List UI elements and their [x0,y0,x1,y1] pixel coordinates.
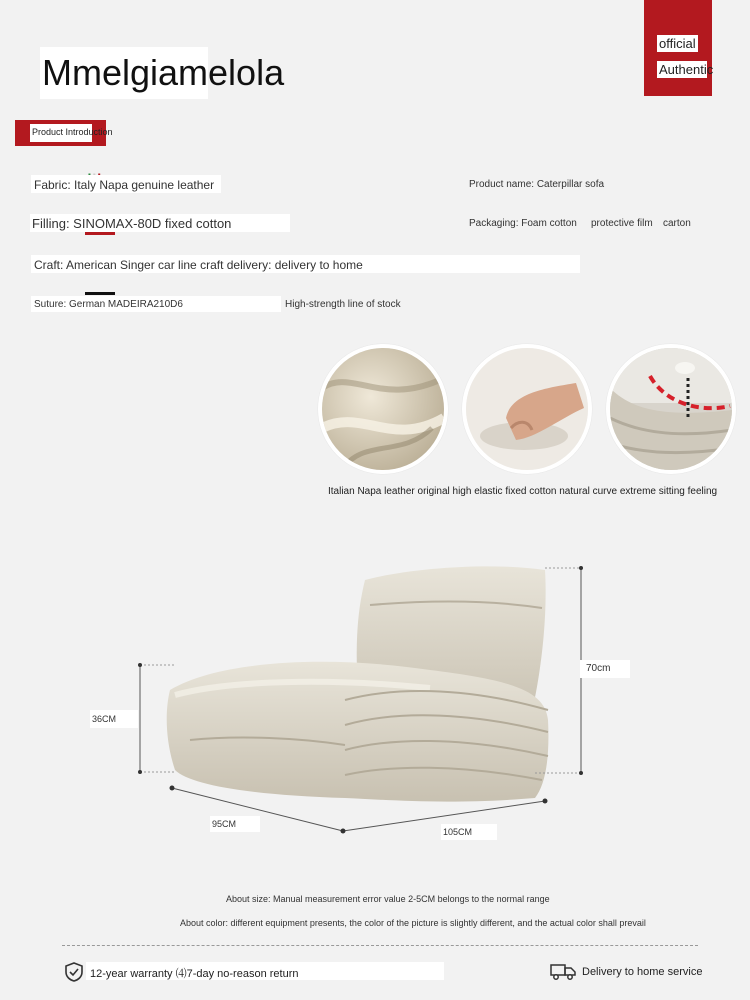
spec-filling: Filling: SINOMAX-80D fixed cotton [32,216,232,231]
spec-product-name: Product name: Caterpillar sofa [469,179,605,190]
cotton-press-graphic [466,348,588,470]
footer-divider [62,945,698,946]
spec-packaging-foam: Packaging: Foam cotton [469,218,577,229]
dimension-total-height: 70cm [586,663,611,674]
dimension-depth: 95CM [212,819,237,829]
brand-name: Mmelgiamelola [42,52,285,93]
suture-overline [85,292,115,295]
footer-warranty: 12-year warranty ⑷7-day no-reason return [90,968,299,980]
leather-texture-graphic [322,348,444,470]
spec-packaging-film: protective film [591,218,653,229]
shield-icon [64,962,84,982]
footer-delivery: Delivery to home service [582,966,703,978]
spec-fabric: Fabric: Italy Napa genuine leather [34,178,215,192]
feature-caption: Italian Napa leather original high elastic fixed cotton natural curve extreme sitting feeling [328,486,718,497]
dimension-seat-height: 36CM [92,714,117,724]
section-title: Product Introduction [32,127,113,137]
spec-suture-strength: High-strength line of stock [285,299,401,310]
note-size: About size: Manual measurement error value 2-5CM belongs to the normal range [226,894,550,904]
spec-suture: Suture: German MADEIRA210D6 [34,299,183,310]
spec-craft: Craft: American Singer car line craft delivery: delivery to home [34,258,363,272]
badge-authentic-label: Authentic [659,62,714,77]
badge-official-label: official [659,36,696,51]
spec-packaging-carton: carton [663,218,691,229]
delivery-truck-icon [550,962,576,982]
curve-detail-graphic [610,348,732,470]
cotton-press-image [462,344,592,474]
note-color: About color: different equipment presents, the color of the picture is slightly different, and the actual color shall prevail [180,918,646,928]
sofa-illustration [130,560,600,850]
curve-detail-image [606,344,736,474]
leather-texture-image [318,344,448,474]
filling-underline [85,232,115,235]
dimension-width: 105CM [443,827,473,837]
